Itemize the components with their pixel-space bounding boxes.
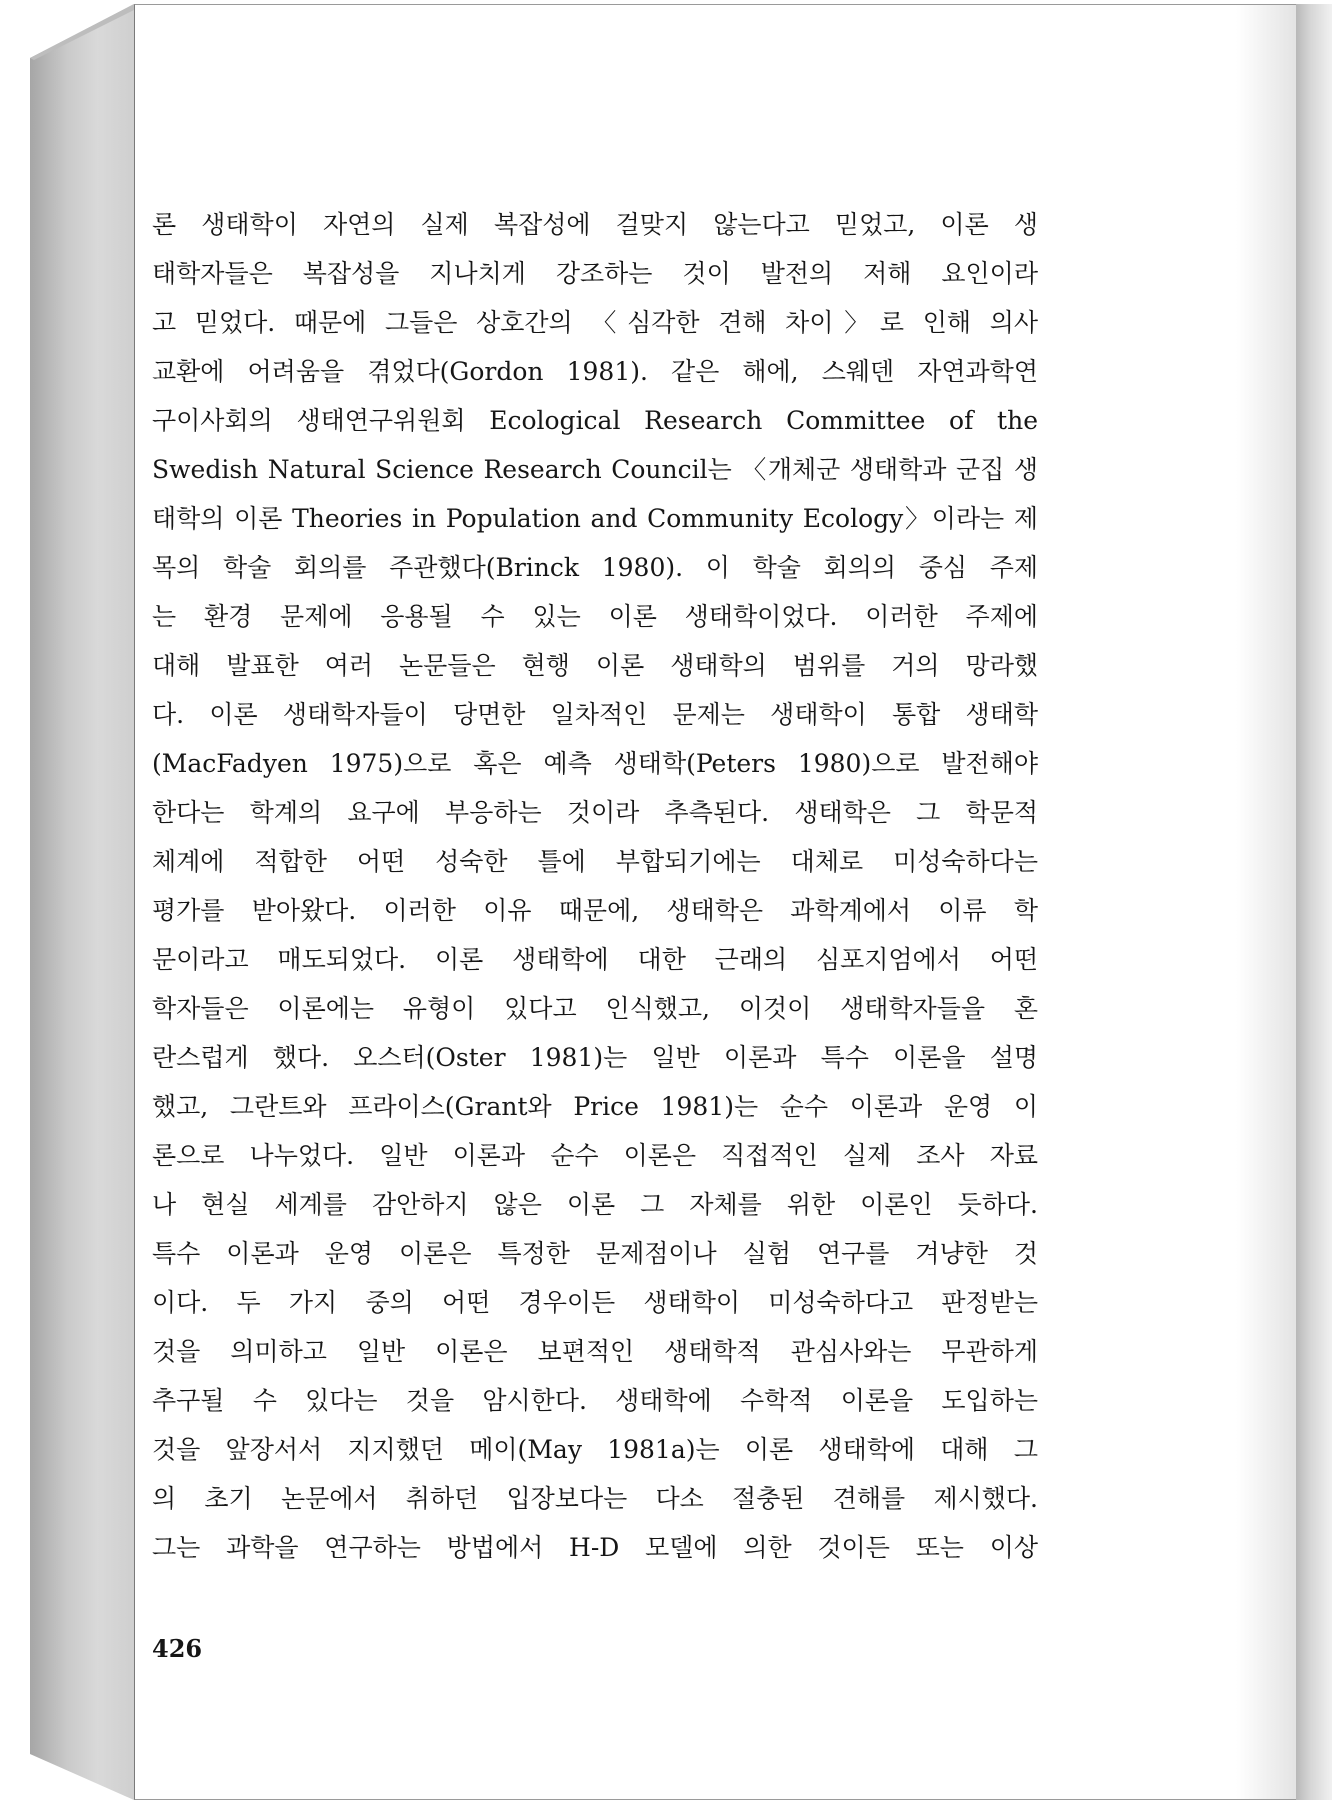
- text-line: 학자들은 이론에는 유형이 있다고 인식했고, 이것이 생태학자들을 혼: [152, 994, 1038, 1023]
- text-line: 론 생태학이 자연의 실제 복잡성에 걸맞지 않는다고 믿었고, 이론 생: [152, 210, 1038, 239]
- page-number: 426: [152, 1634, 203, 1663]
- text-line: 고 믿었다. 때문에 그들은 상호간의 〈심각한 견해 차이〉로 인해 의사: [152, 308, 1038, 337]
- text-line: 나 현실 세계를 감안하지 않은 이론 그 자체를 위한 이론인 듯하다.: [152, 1190, 1038, 1219]
- text-line: 것을 앞장서서 지지했던 메이(May 1981a)는 이론 생태학에 대해 그: [152, 1435, 1038, 1464]
- text-line: 태학의 이론 Theories in Population and Community Ecology〉이라는 제: [152, 504, 1038, 533]
- text-line: 문이라고 매도되었다. 이론 생태학에 대한 근래의 심포지엄에서 어떤: [152, 945, 1038, 974]
- text-line: 이다. 두 가지 중의 어떤 경우이든 생태학이 미성숙하다고 판정받는: [152, 1288, 1038, 1317]
- body-text: [152, 200, 1038, 1572]
- text-line: 다. 이론 생태학자들이 당면한 일차적인 문제는 생태학이 통합 생태학: [152, 700, 1038, 729]
- text-line: 대해 발표한 여러 논문들은 현행 이론 생태학의 범위를 거의 망라했: [152, 651, 1038, 680]
- text-line: (MacFadyen 1975)으로 혹은 예측 생태학(Peters 1980)으로 발전해야: [152, 749, 1038, 778]
- text-line: 체계에 적합한 어떤 성숙한 틀에 부합되기에는 대체로 미성숙하다는: [152, 847, 1038, 876]
- text-line: 론으로 나누었다. 일반 이론과 순수 이론은 직접적인 실제 조사 자료: [152, 1141, 1038, 1170]
- text-line: 했고, 그란트와 프라이스(Grant와 Price 1981)는 순수 이론과 운영 이: [152, 1092, 1038, 1121]
- page-side-shadow: [1296, 4, 1332, 1800]
- text-line: 태학자들은 복잡성을 지나치게 강조하는 것이 발전의 저해 요인이라: [152, 259, 1038, 288]
- text-line: 한다는 학계의 요구에 부응하는 것이라 추측된다. 생태학은 그 학문적: [152, 798, 1038, 827]
- text-line: 추구될 수 있다는 것을 암시한다. 생태학에 수학적 이론을 도입하는: [152, 1386, 1038, 1415]
- text-line: 교환에 어려움을 겪었다(Gordon 1981). 같은 해에, 스웨덴 자연과학연: [152, 357, 1038, 386]
- text-line: 특수 이론과 운영 이론은 특정한 문제점이나 실험 연구를 겨냥한 것: [152, 1239, 1038, 1268]
- page-edge-shadow: [1236, 5, 1296, 1799]
- book-spine: [30, 4, 134, 1800]
- text-line: 것을 의미하고 일반 이론은 보편적인 생태학적 관심사와는 무관하게: [152, 1337, 1038, 1366]
- text-line: 목의 학술 회의를 주관했다(Brinck 1980). 이 학술 회의의 중심 주제: [152, 553, 1038, 582]
- text-line: 는 환경 문제에 응용될 수 있는 이론 생태학이었다. 이러한 주제에: [152, 602, 1038, 631]
- text-line: Swedish Natural Science Research Council는 〈개체군 생태학과 군집 생: [152, 455, 1038, 484]
- text-line: 그는 과학을 연구하는 방법에서 H-D 모델에 의한 것이든 또는 이상: [152, 1533, 1038, 1562]
- text-line: 평가를 받아왔다. 이러한 이유 때문에, 생태학은 과학계에서 이류 학: [152, 896, 1038, 925]
- text-line: 의 초기 논문에서 취하던 입장보다는 다소 절충된 견해를 제시했다.: [152, 1484, 1038, 1513]
- text-line: 구이사회의 생태연구위원회 Ecological Research Committee of the: [152, 406, 1038, 435]
- text-line: 란스럽게 했다. 오스터(Oster 1981)는 일반 이론과 특수 이론을 설명: [152, 1043, 1038, 1072]
